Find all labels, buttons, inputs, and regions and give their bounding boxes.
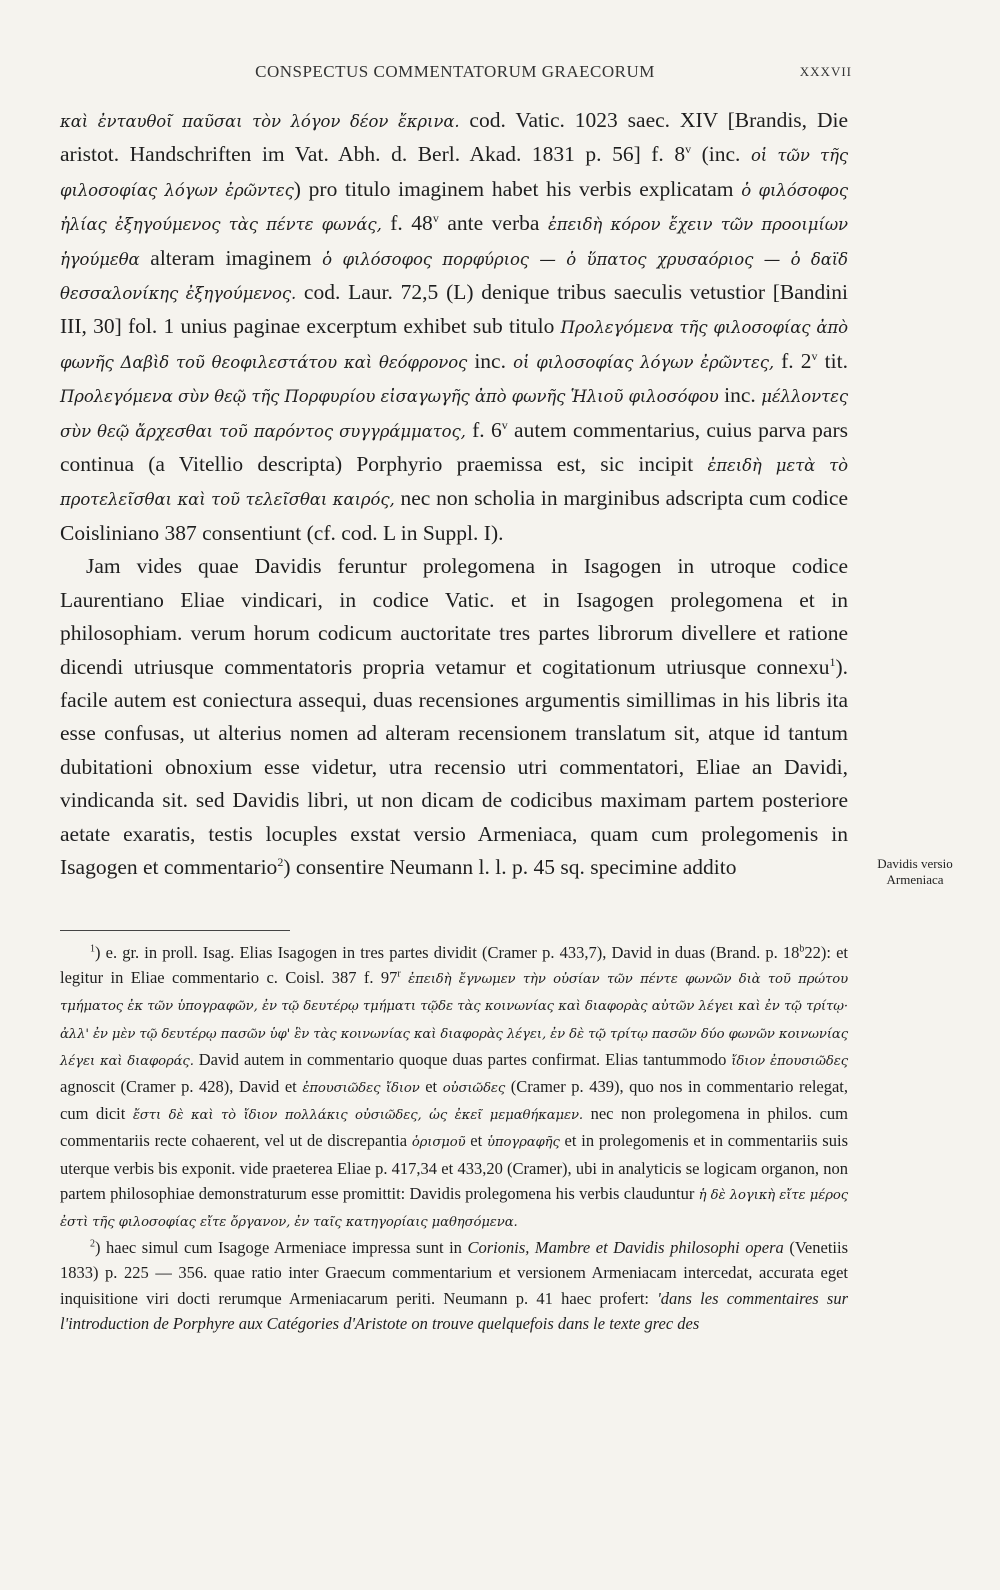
greek-text: καὶ ἐνταυθοῖ παῦσαι τὸν λόγον δέον ἔκρινα. xyxy=(60,112,460,131)
main-text xyxy=(60,104,848,884)
text-run: nec non scholia in marginibus adscripta cum codice Coisliniano 387 consentiunt (cf. cod. L in Suppl. I). xyxy=(60,486,848,545)
text-run: et xyxy=(465,1131,487,1151)
greek-text: ἐπειδὴ μετὰ τὸ προτελεῖσθαι καὶ τοῦ τελεῖσθαι καιρός, xyxy=(60,456,848,510)
greek-text: ὁρισμοῦ xyxy=(411,1135,466,1151)
text-run: et xyxy=(419,1077,443,1097)
text-run: ). facile autem est coniectura assequi, duas recensiones argumentis simillimas in his libris ita esse confusas, ut alterius nomen ad alteram recensionem translatum sit, atque id tantum dubitationi obnoxium esse videtur, utra recensio utri commentatori, Eliae an Davidi, vindicanda sit. sed Davidis libri, ut non dicam de codicibus maximam partem posteriore aetate exaratis, testis locuples exstat versio Armeniaca, quam cum prolegomenis in Isagogen et commentario xyxy=(60,654,848,879)
footnote-mark: 2 xyxy=(90,1238,95,1250)
greek-text: ἐπειδὴ κόρον ἔχειν τῶν προοιμίων ἡγούμεθα xyxy=(60,215,848,269)
superscript: r xyxy=(397,968,401,980)
book-title: Corionis, Mambre et Davidis philosophi opera xyxy=(467,1238,784,1258)
footnote-1 xyxy=(60,940,848,1235)
footnote-2 xyxy=(60,1235,848,1336)
text-run: (Venetiis 1833) p. 225 — 356. quae ratio inter Graecum commentarium et versionem Armeniacam intercedat, accurata eget inquisitione viri docti rerumque Armeniacarum periti. Neumann p. 41 haec profert: xyxy=(60,1238,848,1308)
margin-note-line: Davidis versio xyxy=(877,856,953,871)
greek-text: ὁ φιλόσοφος πορφύριος — ὁ ὕπατος χρυσαόριος — ὁ δαϊδ θεσσαλονίκης ἐξηγούμενος. xyxy=(60,249,849,304)
paragraph-2 xyxy=(60,550,848,884)
text-run: ) haec simul cum Isagoge Armeniace impressa sunt in xyxy=(95,1238,468,1258)
text-run: autem commentarius, cuius parva pars continua (a Vitellio descripta) Porphyrio praemissa est, sic incipit xyxy=(60,417,848,477)
text-run: cod. Vatic. 1023 saec. XIV [Brandis, Die aristot. Handschriften im Vat. Abh. d. Berl. Akad. 1831 p. 56] f. 8 xyxy=(60,108,848,167)
footnote-mark: 1 xyxy=(90,943,95,955)
margin-note-line: Armeniaca xyxy=(886,872,944,887)
greek-text: ἐπουσιῶδες ἴδιον xyxy=(302,1081,420,1097)
quotation: 'dans les commentaires sur l'introduction de Porphyre aux Catégories d'Aristote on trouve quelquefois dans le texte grec des xyxy=(60,1288,849,1333)
running-title: CONSPECTUS COMMENTATORUM GRAECORUM xyxy=(255,62,655,81)
text-run: ) e. gr. in proll. Isag. Elias Isagogen in tres partes dividit (Cramer p. 433,7), David in duas (Brand. p. 18 xyxy=(95,943,800,962)
greek-text: ἔστι δὲ καὶ τὸ ἴδιον πολλάκις οὐσιῶδες, ὡς ἐκεῖ μεμαθήκαμεν. xyxy=(132,1108,583,1124)
greek-text: Προλεγόμενα τῆς φιλοσοφίας ἀπὸ φωνῆς Δαβὶδ τοῦ θεοφιλεστάτου καὶ θεόφρονος xyxy=(60,318,848,372)
text-run: f. 6 xyxy=(465,417,502,442)
greek-text: Προλεγόμενα σὺν θεῷ τῆς Πορφυρίου εἰσαγωγῆς ἀπὸ φωνῆς Ἡλιοῦ φιλοσόφου xyxy=(60,387,719,407)
footnote-rule xyxy=(60,930,290,931)
greek-text: οἱ τῶν τῆς φιλοσοφίας λόγων ἐρῶντες xyxy=(60,146,848,200)
text-run: tit. xyxy=(817,348,848,373)
text-run: Jam vides quae Davidis feruntur prolegomena in Isagogen in utroque codice Laurentiano Eliae vindicari, in codice Vatic. et in Isagogen prolegomena et in philosophiam. verum horum codicum auctoritate tres partes librorum divellere et ratione dicendi utriusque commentatoris propria vetamur et cogitationum utriusque connexu xyxy=(60,554,848,679)
superscript: b xyxy=(799,943,805,955)
text-run: ) consentire Neumann l. l. p. 45 sq. specimine addito xyxy=(283,854,737,879)
greek-text: ἐπειδὴ ἔγνωμεν τὴν οὐσίαν τῶν πέντε φωνῶν διὰ τοῦ πρώτου τμήματος ἐκ τῶν ὑπογραφῶν, ἐν τῷ δευτέρῳ τμήματι τῷδε τὰς κοινωνίας καὶ διαφορὰς αὐτῶν λέγει καὶ ἐν τῷ τρίτῳ· ἀλλ' ἐν μὲν τῷ δευτέρῳ πασῶν ὑφ' ἓν τὰς κοινωνίας καὶ διαφορὰς λέγει, ἐν δὲ τῷ τρίτῳ πασῶν δύο φωνῶν κοινωνίας λέγει καὶ διαφοράς. xyxy=(60,972,849,1069)
text-run: ) pro titulo imaginem habet his verbis explicatam xyxy=(293,176,742,201)
text-run: inc. xyxy=(467,348,514,373)
text-run: (Cramer p. 439), quo nos in commentario relegat, cum dicit xyxy=(60,1077,849,1124)
text-run: David autem in commentario quoque duas partes confirmat. Elias tantummodo xyxy=(193,1049,732,1069)
text-run: 22): et legitur in Eliae commentario c. Coisl. 387 f. 97 xyxy=(60,943,848,988)
superscript: v xyxy=(685,142,692,157)
greek-text: ἡ δὲ λογικὴ εἴτε μέρος ἐστὶ τῆς φιλοσοφίας εἴτε ὄργανον, ἐν ταῖς κατηγορίαις μαθησόμενα. xyxy=(60,1187,848,1231)
text-run: f. 2 xyxy=(773,348,812,373)
footnote-ref-2[interactable]: 2 xyxy=(277,854,284,869)
margin-note xyxy=(860,856,970,888)
superscript: v xyxy=(811,348,818,363)
text-run: ante verba xyxy=(438,211,548,236)
footnote-ref-1[interactable]: 1 xyxy=(829,654,836,669)
page-number: XXXVII xyxy=(799,64,852,79)
text-run: nec non prolegomena in philos. cum commentariis recte cohaerent, vel ut de discrepantia xyxy=(60,1104,849,1151)
greek-text: ἴδιον ἐπουσιῶδες xyxy=(731,1053,848,1069)
footnotes xyxy=(60,940,848,1336)
text-run: (inc. xyxy=(691,142,751,167)
text-run: et in prolegomenis et in commentariis suis uterque verbis bis exponit. vide praeterea Eliae p. 417,34 et 433,20 (Cramer), ubi in analyticis se logicam organon, non partem philosophiae demonstraturum esse promittit: Davidis prolegomena his verbis clauduntur xyxy=(60,1131,848,1203)
paragraph-1 xyxy=(60,104,848,550)
text-run: alteram imaginem xyxy=(139,245,323,270)
greek-text: ὁ φιλόσοφος ἠλίας ἐξηγούμενος τὰς πέντε φωνάς, xyxy=(60,180,848,235)
superscript: v xyxy=(432,211,439,226)
greek-text: οὐσιῶδες xyxy=(442,1081,506,1097)
text-run: f. 48 xyxy=(381,211,433,236)
text-run: cod. Laur. 72,5 (L) denique tribus saeculis vetustior [Bandini III, 30] fol. 1 unius paginae excerptum exhibet sub titulo xyxy=(60,280,848,339)
greek-text: οἱ φιλοσοφίας λόγων ἐρῶντες, xyxy=(513,352,774,372)
text-run: inc. xyxy=(718,383,762,408)
text-run: agnoscit (Cramer p. 428), David et xyxy=(60,1077,303,1097)
running-head xyxy=(60,62,850,86)
greek-text: ὑπογραφῆς xyxy=(486,1135,560,1151)
superscript: v xyxy=(501,417,508,432)
greek-text: μέλλοντες σὺν θεῷ ἄρχεσθαι τοῦ παρόντος συγγράμματος, xyxy=(60,387,848,441)
